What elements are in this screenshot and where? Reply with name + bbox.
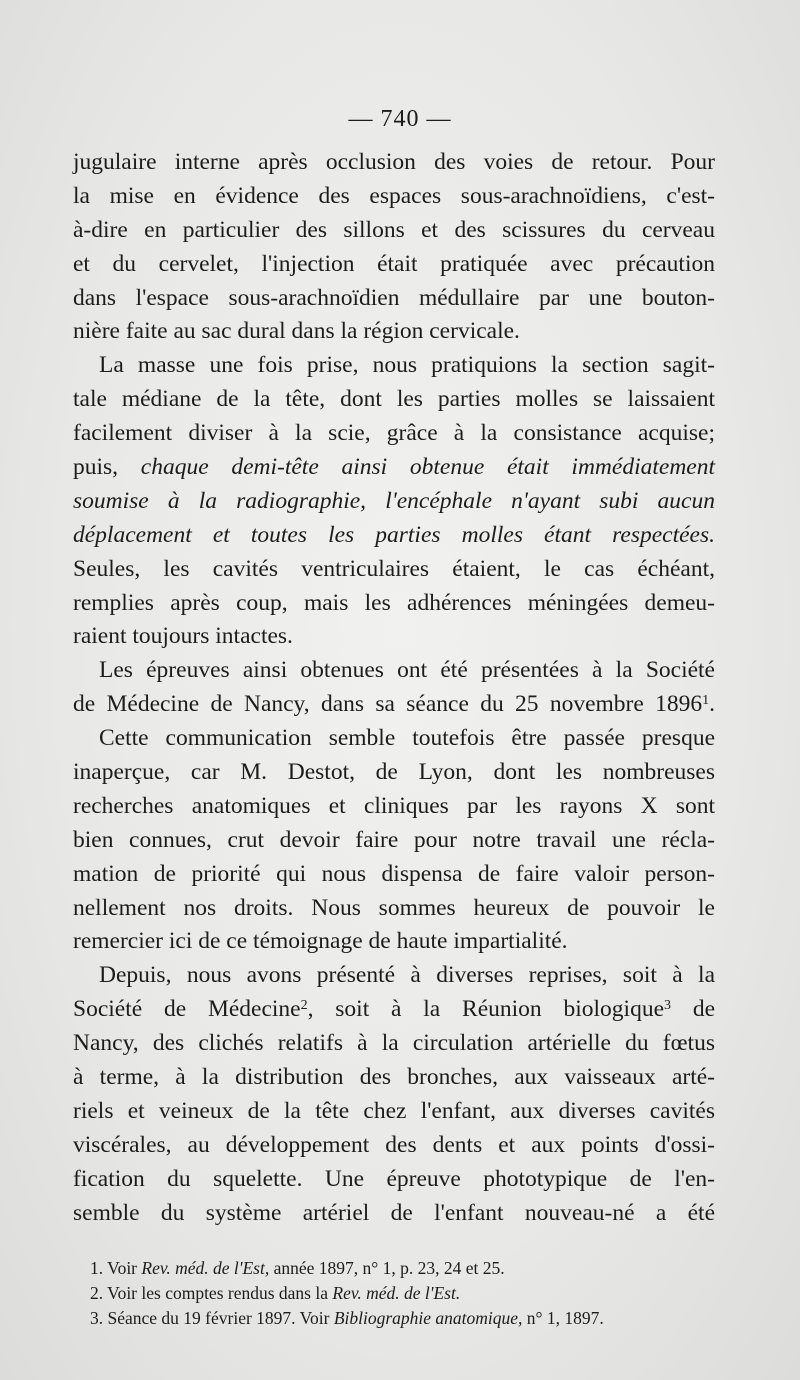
text-line: Cette communication semble toutefois être passée presque <box>99 725 715 752</box>
text-line: riels et veineux de la tête chez l'enfant, aux diverses cavités <box>73 1097 715 1124</box>
text-run: 2. Voir les comptes rendus dans la <box>90 1283 333 1303</box>
text-line: Nancy, des clichés relatifs à la circulation artérielle du fœtus <box>73 1030 715 1057</box>
text-line: La masse une fois prise, nous pratiquions la section sagit- <box>99 352 715 379</box>
paragraph-1 <box>73 146 715 349</box>
text-line: remercier ici de ce témoignage de haute impartialité. <box>73 928 568 955</box>
footnote <box>90 1256 720 1281</box>
footnote <box>90 1306 720 1331</box>
text-line: dans l'espace sous-arachnoïdien médullaire par une bouton- <box>73 284 715 311</box>
text-line: inaperçue, car M. Destot, de Lyon, dont les nombreuses <box>73 759 715 786</box>
text-run: de Médecine de Nancy, dans sa séance du 25 novembre 1896 <box>73 691 703 718</box>
text-line <box>73 451 715 485</box>
text-line: Seules, les cavités ventriculaires étaient, le cas échéant, <box>73 555 715 582</box>
text-line: nellement nos droits. Nous sommes heureux de pouvoir le <box>73 894 715 921</box>
text-run: Société de Médecine <box>73 996 301 1023</box>
footnote-ref: 3 <box>664 998 672 1014</box>
italic-text: Rev. méd. de l'Est, <box>141 1258 270 1278</box>
paragraph-2 <box>73 349 715 654</box>
footnote-ref: 2 <box>300 998 308 1014</box>
italic-text: Bibliographie anatomique, <box>333 1308 523 1328</box>
text-run: année 1897, n° 1, p. 23, 24 et 25. <box>269 1258 505 1278</box>
text-line: à-dire en particulier des sillons et des scissures du cerveau <box>73 216 715 243</box>
text-run: puis, <box>73 454 141 481</box>
text-run: 3. Séance du 19 février 1897. Voir <box>90 1308 334 1328</box>
text-line: fication du squelette. Une épreuve phototypique de l'en- <box>73 1165 715 1192</box>
text-line: viscérales, au développement des dents et aux points d'ossi- <box>73 1131 715 1158</box>
text-line: raient toujours intactes. <box>73 623 293 650</box>
text-run: . <box>709 691 715 718</box>
text-run: 1. Voir <box>90 1258 142 1278</box>
italic-text-line: déplacement et toutes les parties molles étant respectées. <box>73 521 715 548</box>
text-line: remplies après coup, mais les adhérences méningées demeu- <box>73 589 715 616</box>
text-run: de <box>671 996 716 1023</box>
text-line: bien connues, crut devoir faire pour notre travail une récla- <box>73 826 715 853</box>
italic-text: Rev. méd. de l'Est. <box>332 1283 461 1303</box>
text-line: et du cervelet, l'injection était pratiquée avec précaution <box>73 250 715 277</box>
paragraph-4 <box>73 722 715 959</box>
text-line <box>73 688 715 722</box>
text-line: Les épreuves ainsi obtenues ont été présentées à la Société <box>99 657 715 684</box>
text-line: recherches anatomiques et cliniques par les rayons X sont <box>73 792 715 819</box>
text-line: jugulaire interne après occlusion des voies de retour. Pour <box>73 149 715 175</box>
text-line: Depuis, nous avons présenté à diverses reprises, soit à la <box>99 962 715 989</box>
text-line: semble du système artériel de l'enfant nouveau-né a été <box>73 1199 715 1226</box>
text-line <box>73 993 715 1027</box>
text-line: la mise en évidence des espaces sous-arachnoïdiens, c'est- <box>73 182 715 209</box>
paragraph-5 <box>73 959 715 1230</box>
text-line: mation de priorité qui nous dispensa de faire valoir person- <box>73 860 715 887</box>
footnotes <box>90 1256 720 1331</box>
text-run: n° 1, 1897. <box>522 1308 604 1328</box>
footnote-ref: 1 <box>702 693 710 709</box>
footnote <box>90 1281 720 1306</box>
text-line: facilement diviser à la scie, grâce à la consistance acquise; <box>73 420 715 447</box>
paragraph-3 <box>73 654 715 722</box>
text-run: , soit à la Réunion biologique <box>307 996 665 1023</box>
italic-text-line: soumise à la radiographie, l'encéphale n'ayant subi aucun <box>73 487 715 514</box>
text-line: tale médiane de la tête, dont les parties molles se laissaient <box>73 386 715 413</box>
text-line: à terme, à la distribution des bronches, aux vaisseaux arté- <box>73 1064 715 1091</box>
body-text <box>73 146 715 1231</box>
page-number: — 740 — <box>348 106 452 132</box>
text-line: nière faite au sac dural dans la région cervicale. <box>73 318 520 345</box>
italic-text: chaque demi-tête ainsi obtenue était immédiatement <box>140 454 715 481</box>
